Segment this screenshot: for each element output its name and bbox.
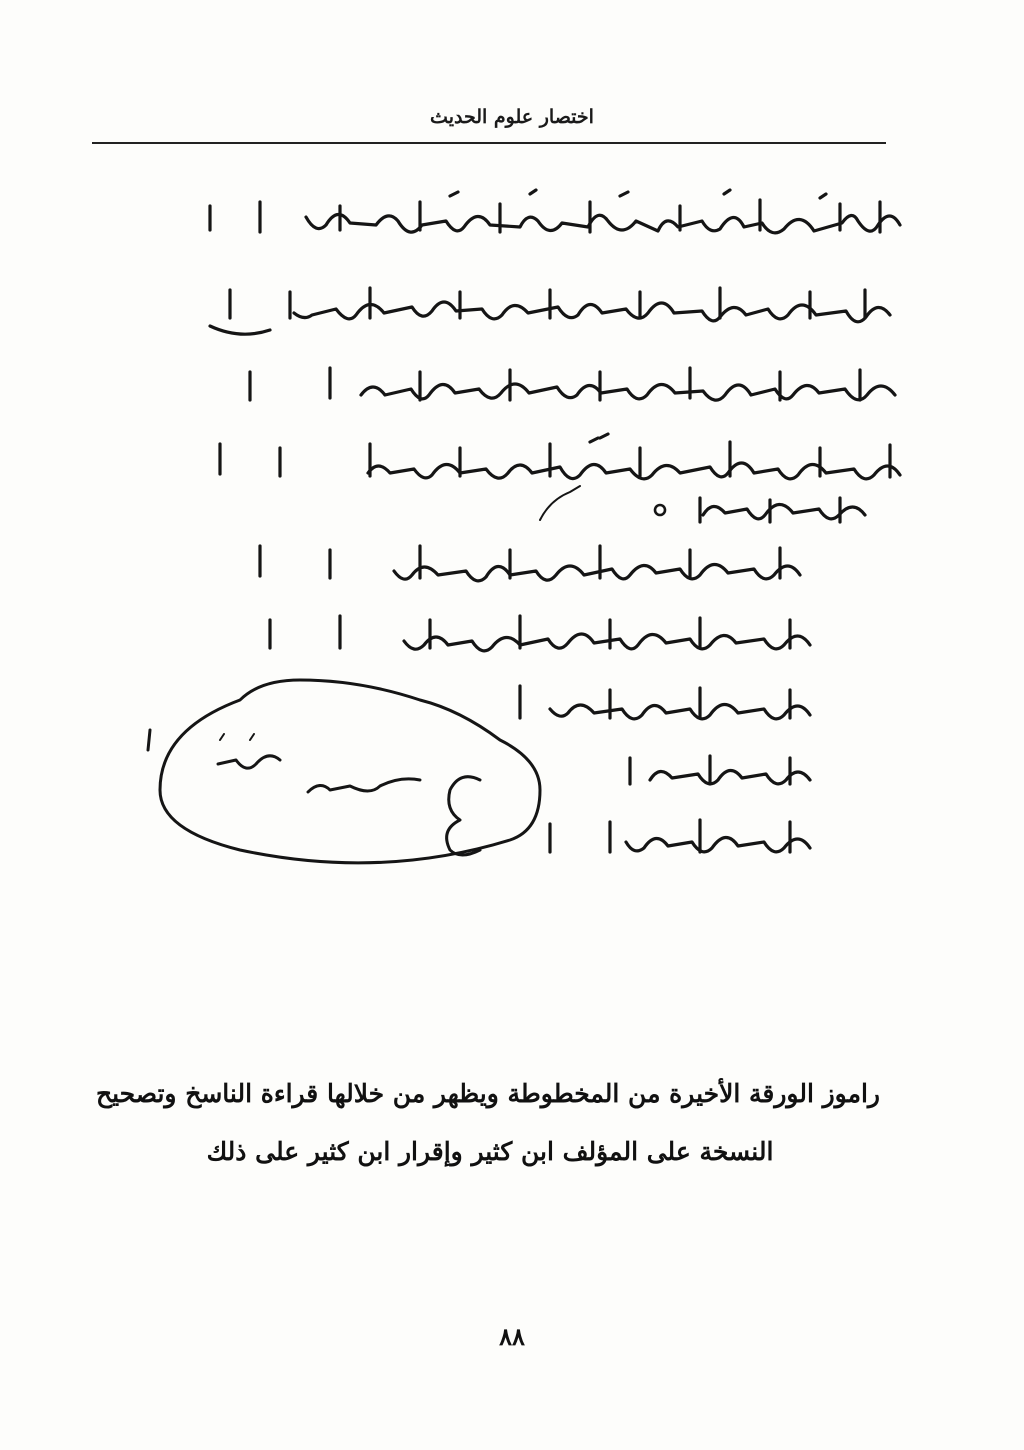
caption-line-1: راموز الورقة الأخيرة من المخطوطة ويظهر من خلالها قراءة الناسخ وتصحيح (95, 1079, 880, 1108)
manuscript-line-3 (250, 368, 895, 400)
manuscript-line-2 (210, 288, 890, 334)
manuscript-image (120, 180, 920, 900)
manuscript-line-7 (270, 616, 810, 651)
figure-caption (95, 1065, 880, 1181)
manuscript-line-10 (550, 820, 810, 852)
running-header-title: اختصار علوم الحديث (430, 106, 594, 128)
page-number: ٨٨ (499, 1322, 525, 1351)
header-divider (92, 142, 886, 144)
manuscript-line-6 (260, 546, 800, 581)
caption-line-2: النسخة على المؤلف ابن كثير وإقرار ابن كثير على ذلك (206, 1137, 774, 1166)
manuscript-line-5 (540, 486, 865, 522)
confirmation-oval (148, 680, 540, 863)
manuscript-line-8 (520, 686, 810, 719)
manuscript-line-1 (210, 190, 900, 233)
manuscript-line-4 (220, 434, 900, 479)
manuscript-line-9 (630, 756, 810, 784)
